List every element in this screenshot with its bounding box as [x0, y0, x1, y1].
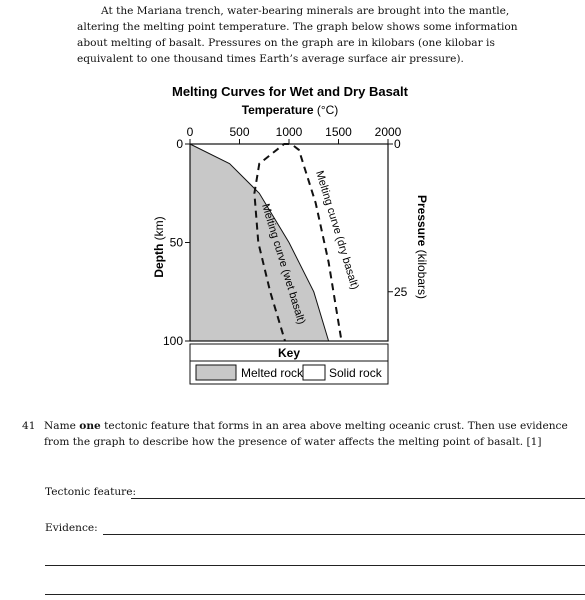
key-box [190, 344, 388, 384]
x-tick-label: 1500 [325, 125, 352, 139]
key-label-solid: Solid rock [329, 366, 382, 380]
evidence-label: Evidence: [45, 522, 98, 534]
question-text: Name one tectonic feature that forms in an area above melting oceanic crust. Then use evidence from the graph to describe how the presence of water affects the melting point of basalt. [1] [44, 420, 568, 448]
y-left-tick-label: 100 [162, 334, 183, 348]
evidence-answer-line-2[interactable] [45, 565, 585, 566]
chart-title: Melting Curves for Wet and Dry Basalt [172, 84, 408, 99]
key-label-melted: Melted rock [241, 366, 304, 380]
y-axis-right-label: Pressure (kilobars) [415, 194, 429, 300]
key-swatch-solid [303, 365, 325, 380]
y-left-tick-label: 50 [169, 235, 183, 250]
evidence-answer-line-1[interactable] [103, 534, 585, 535]
x-tick-label: 1000 [275, 125, 303, 139]
y-left-tick-label: 0 [176, 137, 183, 151]
question-number: 41 [22, 420, 36, 432]
evidence-answer-line-3[interactable] [45, 594, 585, 595]
tectonic-feature-label: Tectonic feature: [45, 486, 137, 498]
wet-basalt-label: Melting curve (wet basalt) [259, 202, 308, 326]
dry-basalt-label: Melting curve (dry basalt) [313, 169, 361, 291]
melted-rock-area [190, 144, 329, 341]
key-swatch-melted [196, 365, 236, 380]
y-right-tick-label: 25 [394, 284, 408, 299]
x-axis-label: Temperature (°C) [241, 103, 339, 117]
x-tick-label: 500 [229, 125, 250, 139]
intro-paragraph: At the Mariana trench, water-bearing minerals are brought into the mantle, altering the melting point temperature. The graph below shows some information about melting of basalt. Pressures on the graph are in kilobars (one kilobar is equivalent to one thousand times Earth’s average surface air pressure). [77, 5, 518, 65]
tectonic-feature-answer-line[interactable] [131, 498, 585, 499]
key-title: Key [277, 346, 301, 360]
x-tick-label: 2000 [374, 125, 402, 139]
x-tick-label: 0 [186, 125, 194, 139]
y-right-tick-label: 0 [394, 137, 401, 151]
y-axis-left-label: Depth (km) [152, 216, 166, 278]
